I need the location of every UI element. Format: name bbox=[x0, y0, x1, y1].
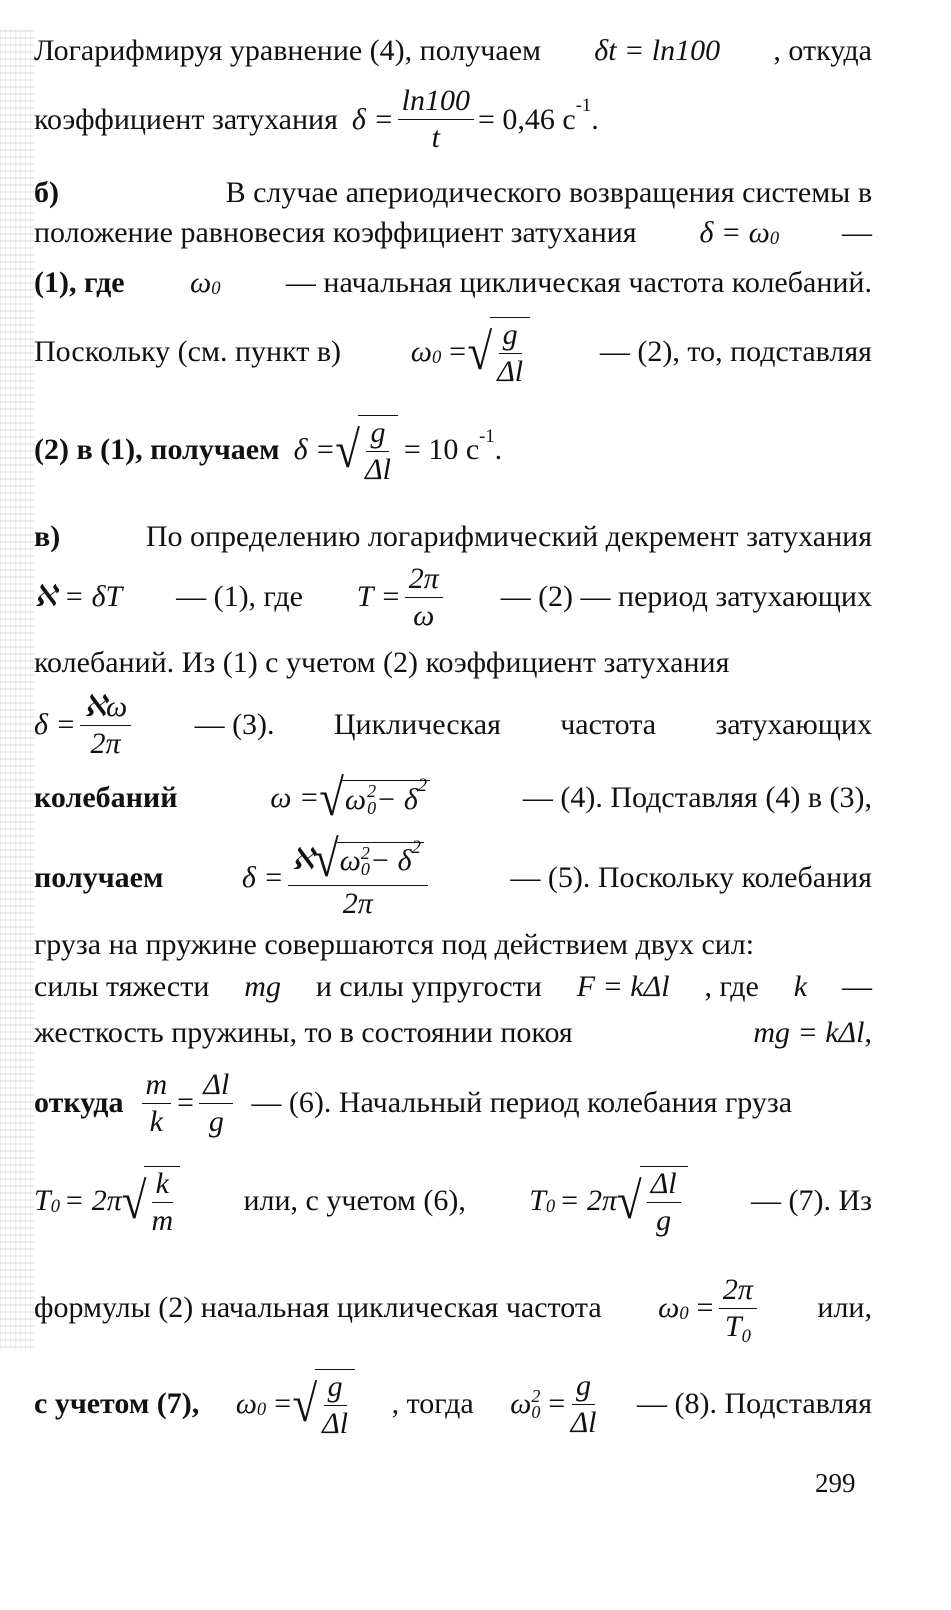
text: , bbox=[864, 1016, 872, 1049]
square-root bbox=[617, 1166, 688, 1236]
text-line bbox=[34, 930, 872, 960]
fraction bbox=[405, 561, 443, 632]
indices bbox=[367, 781, 377, 818]
text-line bbox=[34, 178, 872, 208]
scan-edge-shadow bbox=[0, 30, 34, 1350]
text-line bbox=[34, 562, 872, 632]
formula-part: δ = bbox=[293, 433, 336, 466]
formula bbox=[411, 317, 530, 387]
item-marker: в) bbox=[34, 520, 61, 553]
numerator: g bbox=[366, 418, 389, 452]
formula: mg bbox=[244, 970, 281, 1003]
subscript: 0 bbox=[531, 1402, 541, 1422]
fraction bbox=[142, 1067, 172, 1138]
radical-sign: √ bbox=[335, 420, 360, 479]
formula-group bbox=[753, 1018, 872, 1048]
text-line bbox=[34, 1364, 872, 1444]
square-root bbox=[313, 830, 424, 888]
text: (2) в (1), получаем bbox=[34, 433, 280, 466]
formula-part: = bbox=[272, 1387, 293, 1420]
numerator: ℵω bbox=[80, 692, 132, 726]
text-line bbox=[34, 1018, 872, 1048]
formula-part: = 10 с bbox=[403, 433, 480, 466]
radicand bbox=[144, 1166, 180, 1236]
square-root bbox=[292, 1369, 355, 1439]
text: — (2) — период затухающих bbox=[500, 580, 872, 613]
formula: ℵ = δT bbox=[34, 580, 123, 613]
denominator: Δl bbox=[570, 1405, 597, 1439]
text-line bbox=[34, 768, 872, 827]
denominator: Δl bbox=[364, 453, 391, 486]
text: — (6). Начальный период колебания груза bbox=[251, 1086, 793, 1119]
text: или, bbox=[817, 1291, 872, 1324]
formula bbox=[352, 86, 599, 153]
radical-sign: √ bbox=[616, 1171, 642, 1230]
subscript: 0 bbox=[431, 347, 442, 369]
fraction bbox=[365, 418, 391, 485]
formula-part: . bbox=[494, 433, 503, 466]
subscript: 0 bbox=[679, 1303, 689, 1325]
text-line bbox=[34, 86, 872, 153]
text: частота bbox=[560, 708, 657, 741]
formula-part: ω bbox=[190, 266, 212, 299]
indices bbox=[531, 1385, 541, 1422]
text: формулы (2) начальная циклическая частота bbox=[34, 1291, 602, 1324]
numerator: g bbox=[499, 320, 522, 354]
formula bbox=[699, 218, 779, 248]
text: — bbox=[842, 216, 872, 249]
fraction bbox=[570, 1368, 597, 1439]
text-line bbox=[34, 648, 872, 678]
subscript: 0 bbox=[545, 1196, 556, 1218]
subscript: 0 bbox=[50, 1196, 60, 1218]
numerator: Δl bbox=[199, 1070, 233, 1104]
formula-part: δ = bbox=[34, 708, 76, 741]
formula-part: − δ bbox=[369, 844, 412, 877]
text: с учетом (7), bbox=[34, 1387, 200, 1420]
numerator: 2π bbox=[719, 1275, 757, 1309]
text: силы тяжести bbox=[34, 970, 210, 1003]
text: , тогда bbox=[391, 1387, 474, 1420]
formula-part: δ = bbox=[351, 102, 394, 136]
text: жесткость пружины, то в состоянии покоя bbox=[34, 1016, 573, 1049]
formula-part: T = bbox=[356, 580, 401, 613]
text: — (8). Подставляя bbox=[637, 1387, 872, 1420]
numerator: g bbox=[572, 1371, 595, 1405]
fraction bbox=[322, 1372, 348, 1439]
formula bbox=[356, 561, 447, 632]
numerator bbox=[288, 830, 428, 888]
text: — bbox=[841, 970, 872, 1003]
superscript: 2 bbox=[531, 1385, 541, 1406]
radical-sign: √ bbox=[313, 830, 339, 888]
subscript: 0 bbox=[360, 859, 370, 879]
text: колебаний bbox=[34, 781, 178, 814]
text-line bbox=[34, 522, 872, 552]
radical-sign: √ bbox=[121, 1171, 147, 1230]
formula-part: = bbox=[447, 335, 468, 368]
fraction bbox=[80, 689, 132, 760]
formula bbox=[236, 1369, 355, 1439]
item-marker: б) bbox=[34, 176, 59, 209]
formula-part: T bbox=[34, 1184, 51, 1217]
text: — (4). Подставляя (4) в (3), bbox=[522, 781, 872, 814]
subscript: 0 bbox=[211, 278, 221, 300]
formula-part: = bbox=[546, 1387, 567, 1420]
page-number: 299 bbox=[815, 1468, 856, 1498]
text: , где bbox=[704, 970, 759, 1003]
radicand bbox=[358, 415, 398, 485]
formula-part: ℵ bbox=[291, 842, 314, 876]
superscript: -1 bbox=[479, 425, 495, 447]
denominator: g bbox=[208, 1104, 224, 1138]
text-line bbox=[34, 972, 872, 1002]
fraction bbox=[288, 830, 428, 920]
formula bbox=[658, 1272, 761, 1347]
denominator: k bbox=[149, 1104, 163, 1138]
text: и силы упругости bbox=[315, 970, 542, 1003]
formula bbox=[510, 1368, 600, 1439]
text: По определению логарифмический декремент затухания bbox=[145, 520, 872, 553]
formula-part: . bbox=[591, 102, 599, 136]
formula-part: = 2π bbox=[63, 1184, 122, 1217]
square-root bbox=[319, 768, 430, 827]
text: — (7). Из bbox=[750, 1184, 872, 1217]
text: — (3). bbox=[194, 708, 275, 741]
radical-sign: √ bbox=[319, 768, 344, 827]
text: — начальная циклическая частота колебаний. bbox=[285, 266, 872, 299]
subscript: 0 bbox=[367, 797, 377, 818]
fraction bbox=[719, 1272, 757, 1347]
radicand bbox=[490, 317, 530, 387]
text: Поскольку (см. пункт в) bbox=[34, 335, 342, 368]
denominator: m bbox=[151, 1204, 174, 1237]
formula-part: = 0,46 с bbox=[477, 102, 576, 136]
formula-part: − δ bbox=[376, 782, 418, 816]
text-line bbox=[34, 218, 872, 248]
superscript: 2 bbox=[367, 781, 377, 802]
text-line bbox=[34, 416, 872, 486]
denominator: 2π bbox=[90, 726, 121, 760]
fraction bbox=[398, 86, 474, 153]
formula-part: ω bbox=[235, 1387, 257, 1420]
formula: k bbox=[793, 970, 808, 1003]
superscript: 2 bbox=[417, 775, 428, 797]
formula bbox=[529, 1166, 687, 1236]
formula: mg = kΔl bbox=[753, 1016, 865, 1049]
formula-part: ω bbox=[410, 335, 432, 368]
numerator: m bbox=[142, 1070, 172, 1104]
formula-part: = bbox=[175, 1086, 196, 1119]
square-root bbox=[468, 317, 531, 387]
formula bbox=[270, 768, 430, 827]
formula-part: ω bbox=[339, 844, 361, 877]
radical-sign: √ bbox=[467, 322, 493, 381]
text: — (1), где bbox=[176, 580, 303, 613]
numerator: k bbox=[152, 1169, 173, 1203]
text: В случае апериодического возвращения системы в bbox=[225, 176, 872, 209]
text-line bbox=[34, 830, 872, 920]
text: — (2), то, подставляя bbox=[599, 335, 872, 368]
fraction bbox=[647, 1169, 681, 1236]
fraction bbox=[151, 1169, 173, 1236]
text: Циклическая bbox=[333, 708, 501, 741]
radicand bbox=[337, 836, 424, 879]
text-line bbox=[34, 268, 872, 298]
fraction bbox=[199, 1067, 233, 1138]
formula bbox=[190, 268, 220, 298]
radicand bbox=[315, 1369, 355, 1439]
square-root bbox=[335, 415, 398, 485]
denominator: t bbox=[431, 121, 440, 154]
text: Логарифмируя уравнение (4), получаем bbox=[34, 34, 541, 67]
denominator: ω bbox=[413, 598, 435, 632]
text: коэффициент затухания bbox=[34, 102, 338, 136]
superscript: 2 bbox=[360, 842, 370, 863]
text-line bbox=[34, 1066, 872, 1140]
subscript: 0 bbox=[769, 228, 780, 250]
numerator: g bbox=[324, 1372, 347, 1406]
formula bbox=[34, 689, 135, 760]
text-line bbox=[34, 1268, 872, 1348]
text: — (5). Поскольку колебания bbox=[510, 861, 872, 894]
formula-part: T bbox=[529, 1184, 546, 1217]
denominator: g bbox=[656, 1204, 672, 1237]
formula bbox=[34, 1166, 180, 1236]
radical-sign: √ bbox=[292, 1374, 318, 1433]
formula-part: T bbox=[724, 1309, 742, 1343]
denominator: 2π bbox=[342, 887, 373, 920]
formula-part: ω = bbox=[270, 781, 320, 814]
text: или, с учетом (6), bbox=[243, 1184, 466, 1217]
numerator: ln100 bbox=[398, 86, 474, 120]
text: получаем bbox=[34, 861, 164, 894]
formula-part: ω bbox=[658, 1291, 680, 1324]
text: положение равновесия коэффициент затухания bbox=[34, 216, 637, 249]
text-line bbox=[34, 1160, 872, 1242]
formula-part: ω bbox=[344, 782, 367, 816]
text-line bbox=[34, 318, 872, 388]
subscript: 0 bbox=[256, 1399, 267, 1421]
formula-part: δ = ω bbox=[699, 216, 770, 249]
superscript: -1 bbox=[575, 95, 592, 117]
radicand bbox=[640, 1166, 688, 1236]
formula bbox=[138, 1067, 238, 1138]
text-line bbox=[34, 36, 872, 66]
text: груза на пружине совершаются под действием двух сил: bbox=[34, 928, 755, 961]
text-line bbox=[34, 690, 872, 760]
formula-part: = 2π bbox=[559, 1184, 617, 1217]
text: , откуда bbox=[773, 34, 872, 67]
denominator: Δl bbox=[322, 1407, 349, 1440]
square-root bbox=[122, 1166, 180, 1236]
subscript: 0 bbox=[741, 1326, 751, 1347]
text: откуда bbox=[34, 1086, 124, 1119]
formula-part: = bbox=[694, 1291, 715, 1324]
formula-part: ω bbox=[510, 1387, 532, 1420]
formula: δt = ln100 bbox=[594, 34, 721, 67]
text: колебаний. Из (1) с учетом (2) коэффициент затухания bbox=[34, 646, 730, 679]
numerator: 2π bbox=[405, 564, 443, 598]
formula bbox=[241, 830, 432, 920]
superscript: 2 bbox=[411, 836, 421, 858]
indices bbox=[360, 842, 370, 879]
formula-part: δ = bbox=[241, 861, 284, 894]
text: (1), где bbox=[34, 266, 125, 299]
formula: F = kΔl bbox=[576, 970, 670, 1003]
denominator bbox=[724, 1309, 751, 1347]
fraction bbox=[497, 320, 523, 387]
formula bbox=[294, 415, 503, 485]
numerator: Δl bbox=[647, 1169, 681, 1203]
denominator: Δl bbox=[497, 355, 524, 388]
text: затухающих bbox=[715, 708, 872, 741]
radicand bbox=[342, 775, 430, 818]
